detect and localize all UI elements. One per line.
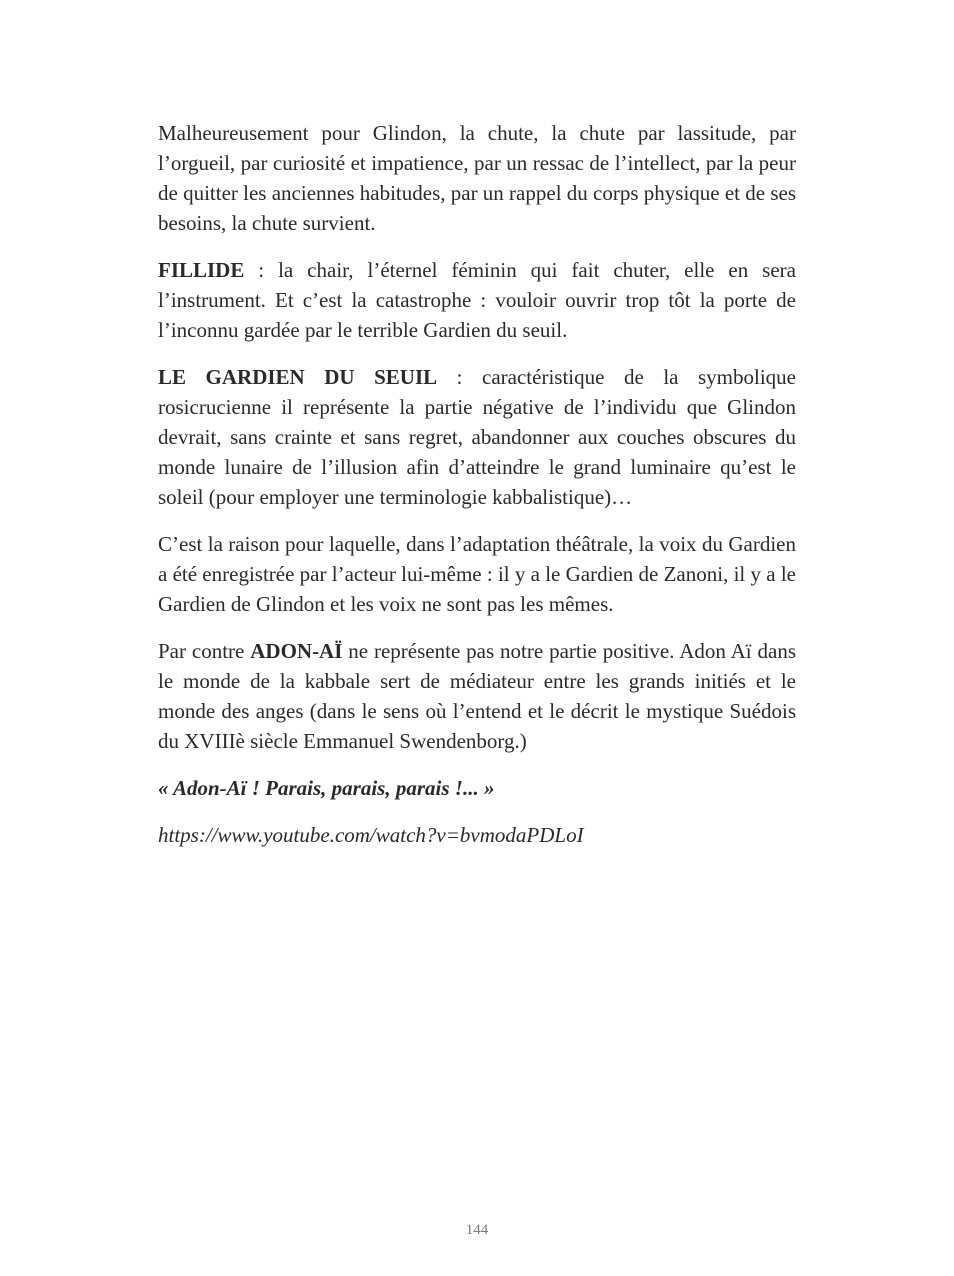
quote-adon-ai: « Adon-Aï ! Parais, parais, parais !... » <box>158 776 495 800</box>
paragraph-adaptation: C’est la raison pour laquelle, dans l’adaptation théâtrale, la voix du Gardien a été enregistrée par l’acteur lui-même : il y a le Gardien de Zanoni, il y a le Gardien de Glindon et les voix ne sont pas les mêmes. <box>158 532 796 616</box>
paragraph-adon-ai-text: ne représente pas notre partie positive. Adon Aï dans le monde de la kabbale sert de médiateur entre les grands initiés et le monde des anges (dans le sens où l’entend et le décrit le mystique Suédois du XVIIIè siècle Emmanuel Swendenborg.) <box>158 639 796 753</box>
paragraph-gardien-text: : caractéristique de la symbolique rosicrucienne il représente la partie négative de l’individu que Glindon devrait, sans crainte et sans regret, abandonner aux couches obscures du monde lunaire de l’illusion afin d’atteindre le grand luminaire qu’est le soleil (pour employer une terminologie kabbalistique)… <box>158 365 796 509</box>
page-body <box>158 118 796 867</box>
paragraph-adon-ai <box>158 636 796 756</box>
page-number: 144 <box>465 1222 489 1238</box>
paragraph-fillide <box>158 255 796 345</box>
paragraph-chute: Malheureusement pour Glindon, la chute, la chute par lassitude, par l’orgueil, par curiosité et impatience, par un ressac de l’intellect, par la peur de quitter les anciennes habitudes, par un rappel du corps physique et de ses besoins, la chute survient. <box>158 121 796 235</box>
paragraph-adon-ai-intro: Par contre <box>158 639 251 663</box>
paragraph-gardien <box>158 362 796 512</box>
term-fillide: FILLIDE <box>158 258 245 282</box>
paragraph-fillide-text: : la chair, l’éternel féminin qui fait chuter, elle en sera l’instrument. Et c’est la catastrophe : vouloir ouvrir trop tôt la porte de l’inconnu gardée par le terrible Gardien du seuil. <box>158 258 796 342</box>
term-adon-ai: ADON-AÏ <box>250 639 343 663</box>
term-gardien-du-seuil: LE GARDIEN DU SEUIL <box>158 365 438 389</box>
youtube-link[interactable]: https://www.youtube.com/watch?v=bvmodaPDLoI <box>158 823 584 847</box>
